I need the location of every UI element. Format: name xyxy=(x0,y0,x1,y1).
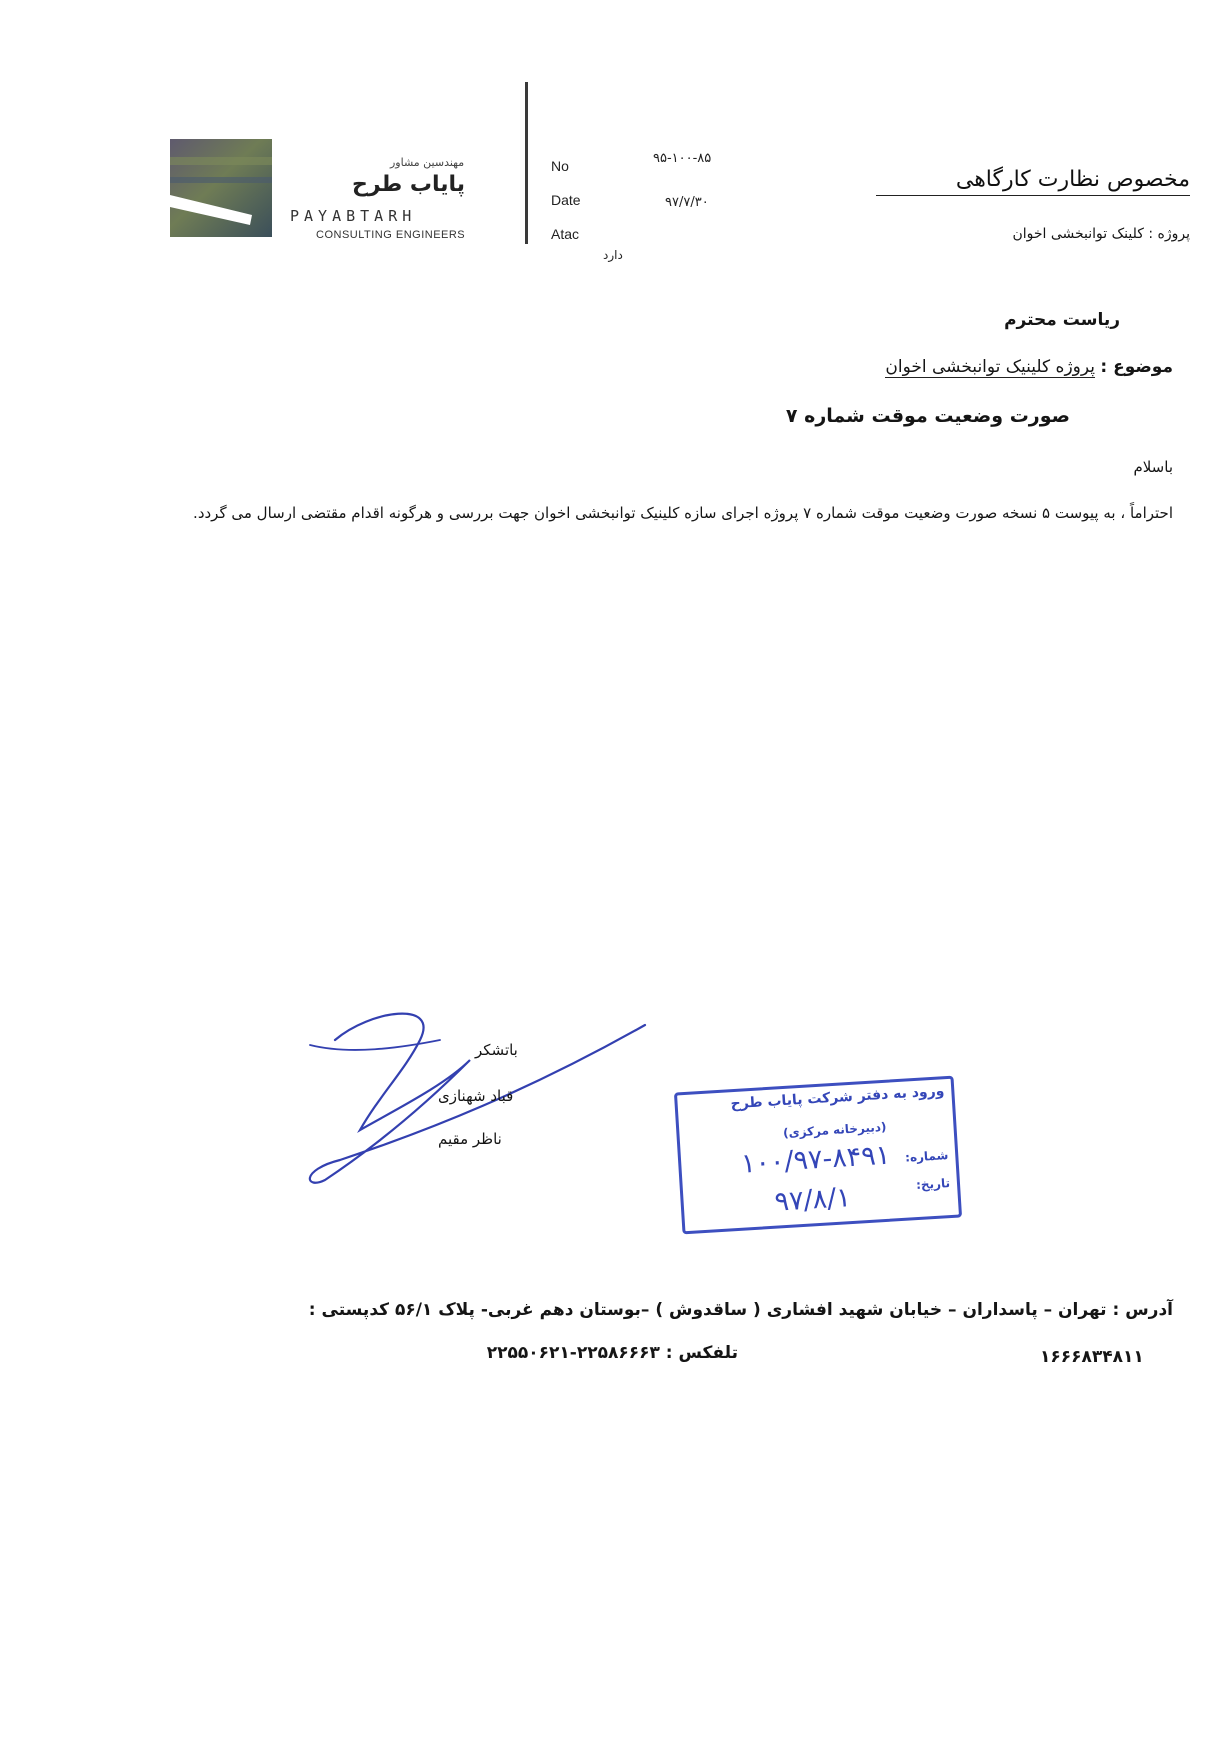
logo-english-name: PAYABTARH xyxy=(290,207,417,225)
department-title: مخصوص نظارت کارگاهی xyxy=(955,167,1190,192)
stamp-number-value: ۱۰۰/۹۷-۸۴۹۱ xyxy=(740,1139,892,1180)
department-underline xyxy=(876,195,1190,196)
stamp-subtitle: (دبیرخانه مرکزی) xyxy=(782,1119,887,1141)
signature-thanks: باتشکر xyxy=(475,1041,518,1059)
receipt-stamp xyxy=(674,1076,962,1235)
footer-phone: تلفکس : ۲۲۵۸۶۶۶۳-۲۲۵۵۰۶۲۱ xyxy=(486,1343,738,1363)
logo-persian-subtitle: مهندسین مشاور xyxy=(390,156,465,169)
project-line: پروژه : کلینک توانبخشی اخوان xyxy=(1012,226,1190,242)
ref-attach-label: Atac xyxy=(551,226,580,242)
ref-attach-value: دارد xyxy=(603,248,623,262)
signatory-name: قباد شهنازی xyxy=(438,1087,514,1105)
stamp-date-value: ۹۷/۸/۱ xyxy=(773,1182,852,1218)
stamp-title: ورود به دفتر شرکت پایاب طرح xyxy=(730,1083,945,1113)
footer-address: آدرس : تهران – پاسداران – خیابان شهید افشاری ( ساقدوش ) –بوستان دهم غربی- پلاک ۵۶/۱ کدپستی : xyxy=(308,1300,1173,1320)
salutation: ریاست محترم xyxy=(1004,310,1120,330)
stamp-date-label: تاریخ: xyxy=(915,1176,951,1193)
subject-label: موضوع : xyxy=(1100,357,1173,377)
ref-no-label: No xyxy=(551,158,569,174)
body-paragraph: احتراماً ، به پیوست ۵ نسخه صورت وضعیت موقت شماره ۷ پروژه اجرای سازه کلینیک توانبخشی اخوان جهت بررسی و هرگونه اقدام مقتضی ارسال می گردد. xyxy=(193,504,1173,522)
footer-postal-code: ۱۶۶۶۸۳۴۸۱۱ xyxy=(1040,1347,1144,1367)
greeting: باسلام xyxy=(1133,458,1173,476)
ref-no-value: ۹۵-۱۰۰-۸۵ xyxy=(653,151,712,166)
logo-english-subtitle: CONSULTING ENGINEERS xyxy=(316,229,466,241)
document-title: صورت وضعیت موقت شماره ۷ xyxy=(785,405,1070,427)
stamp-number-label: شماره: xyxy=(904,1148,949,1165)
ref-date-label: Date xyxy=(551,192,581,208)
company-logo-mark xyxy=(170,139,272,237)
logo-persian-name: پایاب طرح xyxy=(352,172,466,197)
subject-value: پروژه کلینیک توانبخشی اخوان xyxy=(885,357,1095,377)
ref-date-value: ۹۷/۷/۳۰ xyxy=(665,195,709,210)
header-divider xyxy=(525,82,528,244)
subject-line xyxy=(885,357,1173,377)
signatory-role: ناظر مقیم xyxy=(438,1130,502,1148)
